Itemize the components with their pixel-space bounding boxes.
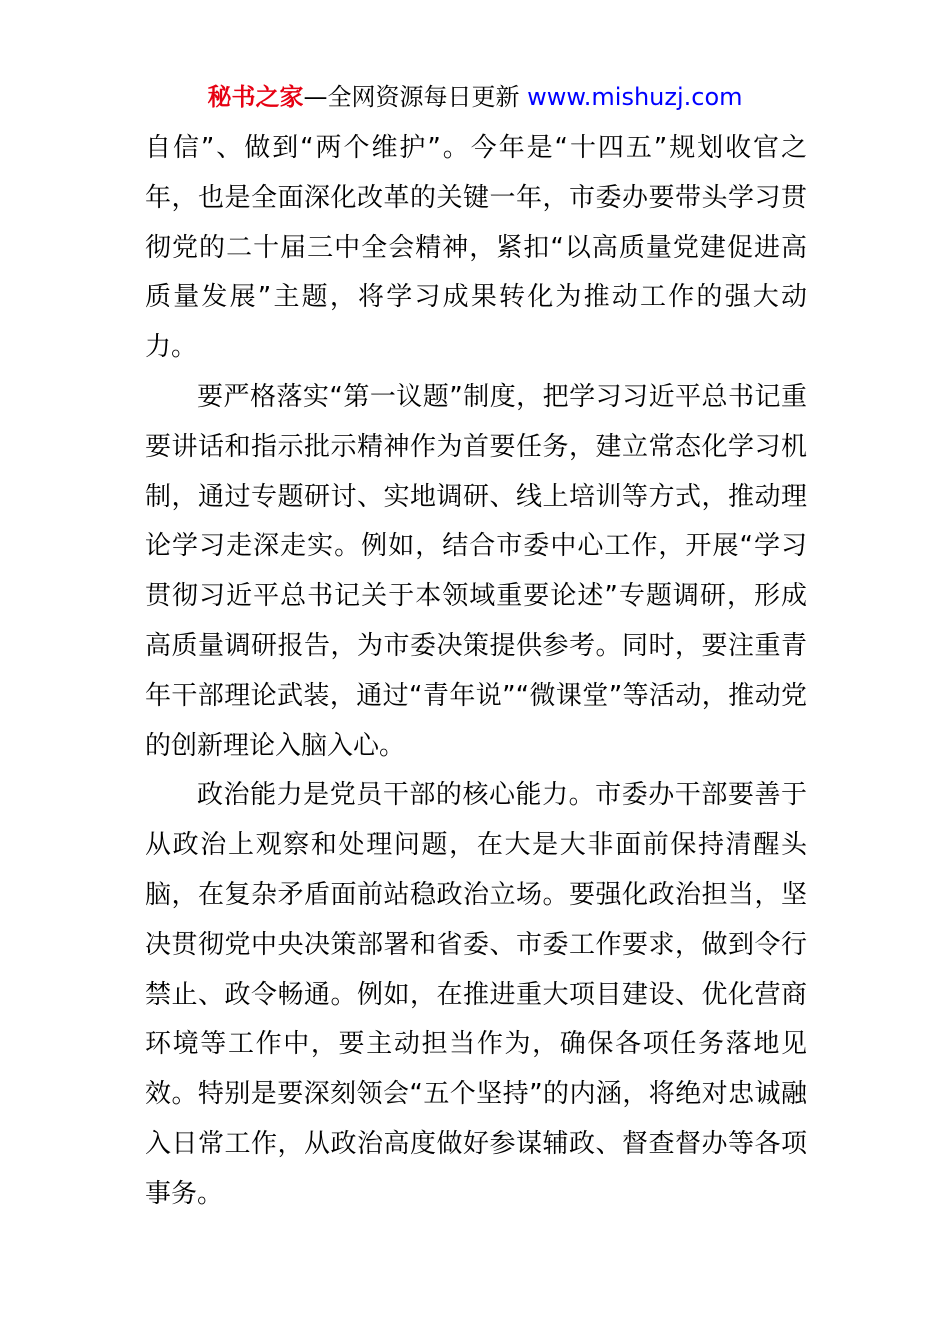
paragraph-continuation: 自信”、做到“两个维护”。今年是“十四五”规划收官之年，也是全面深化改革的关键一年，市委办要带头学习贯彻党的二十届三中全会精神，紧扣“以高质量党建促进高质量发展”主题，将学习成果转化为推动工作的强大动力。 [145,133,807,363]
header-tagline: —全网资源每日更新 [303,83,520,111]
site-header [0,80,950,114]
site-url-link[interactable]: www.mishuzj.com [519,83,743,111]
document-body [145,124,807,1220]
paragraph-political-ability: 政治能力是党员干部的核心能力。市委办干部要善于从政治上观察和处理问题，在大是大非面前保持清醒头脑，在复杂矛盾面前站稳政治立场。要强化政治担当，坚决贯彻党中央决策部署和省委、市委工作要求，做到令行禁止、政令畅通。例如，在推进重大项目建设、优化营商环境等工作中，要主动担当作为，确保各项任务落地见效。特别是要深刻领会“五个坚持”的内涵，将绝对忠诚融入日常工作，从政治高度做好参谋辅政、督查督办等各项事务。 [145,780,807,1209]
brand-name: 秘书之家 [207,83,304,111]
paragraph-first-topic: 要严格落实“第一议题”制度，把学习习近平总书记重要讲话和指示批示精神作为首要任务，建立常态化学习机制，通过专题研讨、实地调研、线上培训等方式，推动理论学习走深走实。例如，结合市委中心工作，开展“学习贯彻习近平总书记关于本领域重要论述”专题调研，形成高质量调研报告，为市委决策提供参考。同时，要注重青年干部理论武装，通过“青年说”“微课堂”等活动，推动党的创新理论入脑入心。 [145,381,807,761]
